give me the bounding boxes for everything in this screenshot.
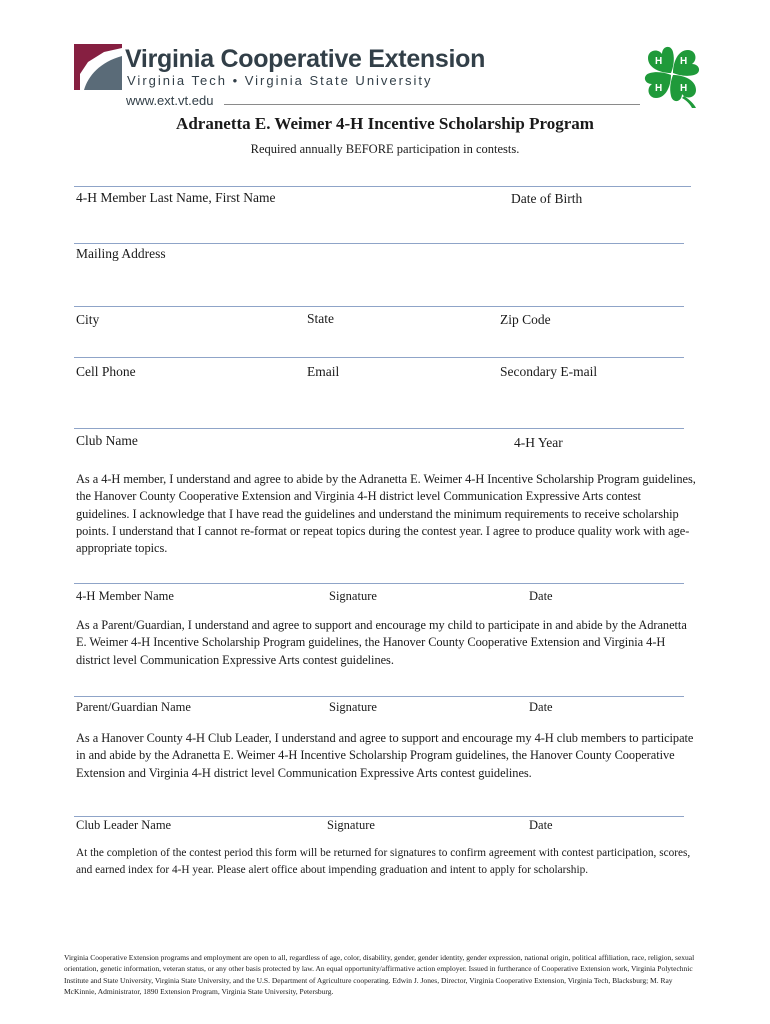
city-label: City (76, 312, 100, 327)
svg-text:H: H (680, 83, 688, 94)
member-signature-label: Signature (329, 589, 377, 603)
contact-line[interactable] (74, 357, 684, 358)
club-name-label: Club Name (76, 433, 138, 448)
mailing-address-label: Mailing Address (76, 246, 166, 261)
dob-label: Date of Birth (511, 191, 583, 206)
parent-date-label: Date (529, 700, 553, 714)
svg-text:H: H (655, 83, 663, 94)
member-signature-line[interactable] (74, 583, 684, 584)
universities-line: Virginia Tech • Virginia State University (127, 73, 433, 88)
parent-statement: As a Parent/Guardian, I understand and agree to support and encourage my child to participate in and abide by the Adranetta E. Weimer 4-H Incentive Scholarship Program guidelines, the Hanover County Cooperative Extension and Virginia 4-H district level Communication Expressive Arts contest guidelines. (76, 618, 687, 667)
website-link[interactable]: www.ext.vt.edu (126, 93, 214, 108)
vce-swoosh-logo-icon (74, 44, 122, 90)
parent-signature-line[interactable] (74, 696, 684, 697)
parent-signature-label: Signature (329, 700, 377, 714)
svg-text:H: H (655, 56, 663, 67)
member-name-line[interactable] (74, 186, 691, 187)
four-h-clover-emblem-icon (640, 42, 704, 108)
secondary-email-label: Secondary E-mail (500, 364, 598, 379)
header-divider (224, 104, 640, 105)
legal-footer: Virginia Cooperative Extension programs and employment are open to all, regardless of age, color, disability, gender, gender identity, gender expression, national origin, political affiliation, race, religion, sexual orientation, genetic information, veteran status, or any other basis protected by law. An equal opportunity/affirmative action employer. Issued in furtherance of Cooperative Extension work, Virginia Polytechnic Institute and State University, Virginia State University, and the U.S. Department of Agriculture cooperating. Edwin J. Jones, Director, Virginia Cooperative Extension, Virginia Tech, Blacksburg; M. Ray McKinnie, Administrator, 1890 Extension Program, Virginia State University, Petersburg. (64, 953, 695, 997)
member-name-label: 4-H Member Last Name, First Name (76, 190, 276, 205)
closing-note: At the completion of the contest period this form will be returned for signatures to confirm agreement with contest participation, scores, and earned index for 4-H year. Please alert office about impending graduation and intent to apply for scholarship. (76, 847, 691, 876)
org-name: Virginia Cooperative Extension (125, 45, 486, 73)
member-date-label: Date (529, 589, 553, 603)
leader-name-label: Club Leader Name (76, 818, 172, 832)
form-title: Adranetta E. Weimer 4-H Incentive Scholarship Program (176, 114, 594, 133)
leader-statement: As a Hanover County 4-H Club Leader, I understand and agree to support and encourage my 4-H club members to participate in and abide by the Adranetta E. Weimer 4-H Incentive Scholarship Program guidelines, the Hanover County Cooperative Extension and Virginia 4-H district level Communication Expressive Arts contest guidelines. (76, 731, 694, 780)
mailing-address-line[interactable] (74, 243, 684, 244)
cell-phone-label: Cell Phone (76, 364, 136, 379)
form-subtitle: Required annually BEFORE participation in contests. (250, 142, 520, 156)
zip-label: Zip Code (500, 312, 551, 327)
leader-date-label: Date (529, 818, 553, 832)
svg-text:H: H (680, 56, 688, 67)
leader-signature-line[interactable] (74, 816, 684, 817)
member-statement: As a 4-H member, I understand and agree to abide by the Adranetta E. Weimer 4-H Incentive Scholarship Program guidelines, the Hanover County Cooperative Extension and Virginia 4-H district level Communication Expressive Arts contest guidelines. I acknowledge that I have read the guidelines and understand the minimum requirements to receive scholarship points. I understand that I cannot re-format or repeat topics during the contest year. I agree to produce quality work with age-appropriate topics. (76, 472, 696, 556)
member-name-sig-label: 4-H Member Name (76, 589, 174, 603)
state-label: State (307, 311, 334, 326)
club-line[interactable] (74, 428, 684, 429)
email-label: Email (307, 364, 340, 379)
city-state-zip-line[interactable] (74, 306, 684, 307)
leader-signature-label: Signature (327, 818, 375, 832)
parent-name-label: Parent/Guardian Name (76, 700, 191, 714)
year-label: 4-H Year (514, 435, 563, 450)
